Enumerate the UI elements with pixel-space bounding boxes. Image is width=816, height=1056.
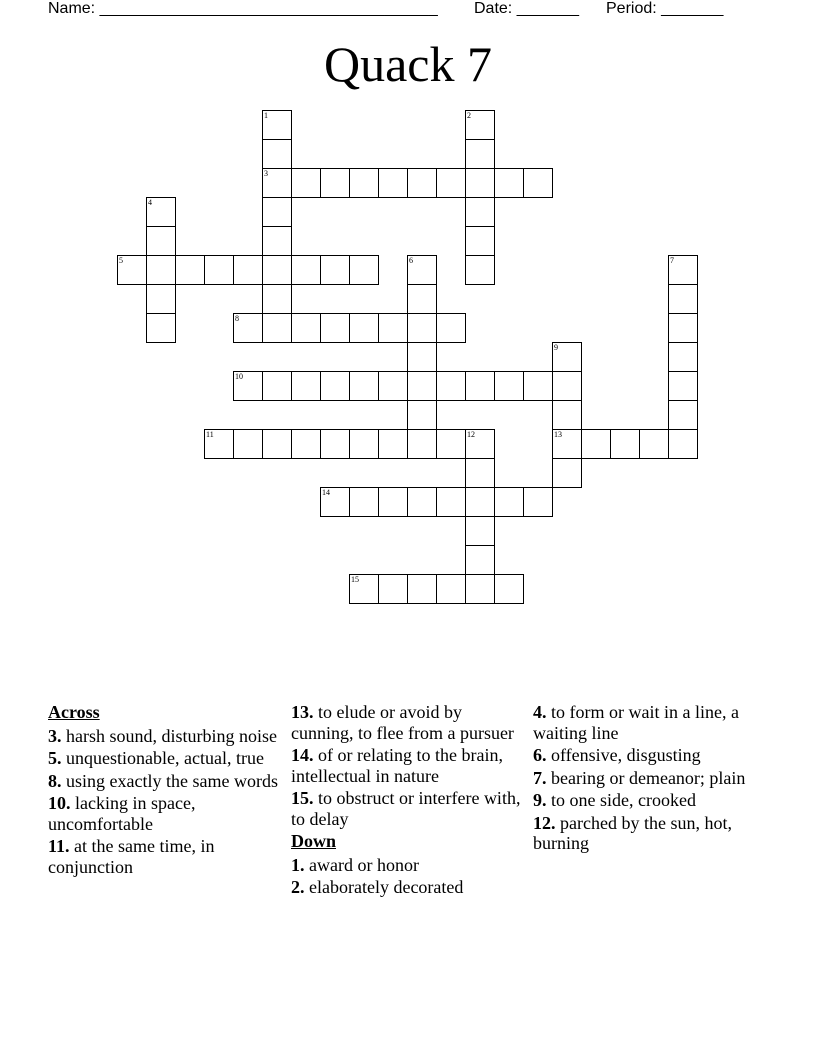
clue-number: 3 — [264, 169, 268, 178]
clues-column-2 — [291, 702, 526, 900]
clue-across-13: 13. to elude or avoid by cunning, to flee from a pursuer — [291, 702, 514, 743]
grid-cell[interactable] — [407, 429, 437, 459]
grid-cell[interactable] — [465, 371, 495, 401]
grid-cell[interactable] — [233, 371, 263, 401]
grid-cell[interactable] — [320, 371, 350, 401]
grid-cell[interactable] — [407, 168, 437, 198]
grid-cell[interactable] — [262, 371, 292, 401]
grid-cell[interactable] — [262, 197, 292, 227]
clue-across-8: 8. using exactly the same words — [48, 770, 278, 791]
grid-cell[interactable] — [523, 168, 553, 198]
grid-cell[interactable] — [146, 226, 176, 256]
grid-cell[interactable] — [407, 400, 437, 430]
grid-cell[interactable] — [668, 371, 698, 401]
grid-cell[interactable] — [378, 487, 408, 517]
grid-cell[interactable] — [320, 313, 350, 343]
grid-cell[interactable] — [407, 313, 437, 343]
grid-cell[interactable] — [204, 255, 234, 285]
clue-number: 6 — [409, 256, 413, 265]
grid-cell[interactable] — [639, 429, 669, 459]
grid-cell[interactable] — [436, 313, 466, 343]
grid-cell[interactable] — [349, 168, 379, 198]
clue-number: 4 — [148, 198, 152, 207]
clue-number: 13 — [554, 430, 562, 439]
clue-down-4: 4. to form or wait in a line, a waiting line — [533, 702, 739, 743]
grid-cell[interactable] — [378, 168, 408, 198]
grid-cell[interactable] — [494, 574, 524, 604]
grid-cell[interactable] — [262, 313, 292, 343]
clue-across-3: 3. harsh sound, disturbing noise — [48, 725, 277, 746]
grid-cell[interactable] — [262, 226, 292, 256]
grid-cell[interactable] — [378, 574, 408, 604]
clue-number: 12 — [467, 430, 475, 439]
grid-cell[interactable] — [668, 429, 698, 459]
grid-cell[interactable] — [262, 255, 292, 285]
grid-cell[interactable] — [465, 255, 495, 285]
grid-cell[interactable] — [668, 342, 698, 372]
grid-cell[interactable] — [465, 139, 495, 169]
grid-cell[interactable] — [668, 255, 698, 285]
grid-cell[interactable] — [465, 226, 495, 256]
grid-cell[interactable] — [349, 429, 379, 459]
grid-cell[interactable] — [378, 313, 408, 343]
clue-number: 5 — [119, 256, 123, 265]
grid-cell[interactable] — [465, 545, 495, 575]
grid-cell[interactable] — [378, 429, 408, 459]
clue-number: 15 — [351, 575, 359, 584]
grid-cell[interactable] — [262, 429, 292, 459]
grid-cell[interactable] — [233, 429, 263, 459]
grid-cell[interactable] — [378, 371, 408, 401]
grid-cell[interactable] — [349, 313, 379, 343]
grid-cell[interactable] — [233, 313, 263, 343]
puzzle-title: Quack 7 — [324, 36, 492, 92]
grid-cell[interactable] — [407, 255, 437, 285]
grid-cell[interactable] — [668, 313, 698, 343]
grid-cell[interactable] — [552, 400, 582, 430]
grid-cell[interactable] — [465, 168, 495, 198]
period-field[interactable]: Period: _______ — [606, 0, 724, 17]
clue-number: 2 — [467, 111, 471, 120]
grid-cell[interactable] — [436, 371, 466, 401]
grid-cell[interactable] — [552, 429, 582, 459]
down-heading: Down — [291, 831, 337, 851]
clue-number: 1 — [264, 111, 268, 120]
grid-cell[interactable] — [581, 429, 611, 459]
grid-cell[interactable] — [146, 197, 176, 227]
clue-number: 14 — [322, 488, 330, 497]
clue-down-12: 12. parched by the sun, hot, burning — [533, 812, 732, 853]
clue-across-14: 14. of or relating to the brain, intellectual in nature — [291, 745, 503, 786]
grid-cell[interactable] — [610, 429, 640, 459]
grid-cell[interactable] — [349, 255, 379, 285]
grid-cell[interactable] — [668, 284, 698, 314]
clue-down-6: 6. offensive, disgusting — [533, 745, 701, 765]
grid-cell[interactable] — [465, 516, 495, 546]
grid-cell[interactable] — [465, 110, 495, 140]
grid-cell[interactable] — [204, 429, 234, 459]
grid-cell[interactable] — [349, 487, 379, 517]
clue-number: 7 — [670, 256, 674, 265]
grid-cell[interactable] — [436, 574, 466, 604]
grid-cell[interactable] — [407, 574, 437, 604]
clues-column-1 — [48, 702, 278, 879]
clue-number: 8 — [235, 314, 239, 323]
clue-across-10: 10. lacking in space, uncomfortable — [48, 793, 196, 834]
grid-cell[interactable] — [436, 168, 466, 198]
grid-cell[interactable] — [523, 371, 553, 401]
grid-cell[interactable] — [291, 313, 321, 343]
grid-cell[interactable] — [552, 458, 582, 488]
grid-cell[interactable] — [465, 574, 495, 604]
grid-cell[interactable] — [552, 342, 582, 372]
grid-cell[interactable] — [523, 487, 553, 517]
grid-cell[interactable] — [552, 371, 582, 401]
grid-cell[interactable] — [117, 255, 147, 285]
grid-cell[interactable] — [146, 284, 176, 314]
clue-down-7: 7. bearing or demeanor; plain — [533, 767, 746, 788]
grid-cell[interactable] — [349, 371, 379, 401]
grid-cell[interactable] — [320, 255, 350, 285]
clue-across-5: 5. unquestionable, actual, true — [48, 748, 264, 768]
grid-cell[interactable] — [320, 168, 350, 198]
grid-cell[interactable] — [262, 110, 292, 140]
grid-cell[interactable] — [291, 255, 321, 285]
grid-cell[interactable] — [262, 168, 292, 198]
grid-cell[interactable] — [465, 487, 495, 517]
grid-cell[interactable] — [465, 429, 495, 459]
clue-number: 9 — [554, 343, 558, 352]
grid-cell[interactable] — [436, 429, 466, 459]
grid-cell[interactable] — [436, 487, 466, 517]
grid-cell[interactable] — [320, 487, 350, 517]
grid-cell[interactable] — [465, 197, 495, 227]
grid-cell[interactable] — [407, 371, 437, 401]
across-heading: Across — [48, 702, 100, 722]
date-field[interactable]: Date: _______ — [474, 0, 579, 17]
grid-cell[interactable] — [262, 284, 292, 314]
clue-across-15: 15. to obstruct or interfere with, to delay — [291, 788, 521, 829]
clue-down-2: 2. elaborately decorated — [291, 877, 464, 897]
grid-cell[interactable] — [262, 139, 292, 169]
clue-number: 11 — [206, 430, 214, 439]
grid-cell[interactable] — [349, 574, 379, 604]
grid-cell[interactable] — [291, 429, 321, 459]
grid-cell[interactable] — [494, 168, 524, 198]
grid-cell[interactable] — [320, 429, 350, 459]
grid-cell[interactable] — [407, 342, 437, 372]
grid-cell[interactable] — [146, 313, 176, 343]
grid-cell[interactable] — [668, 400, 698, 430]
grid-cell[interactable] — [407, 284, 437, 314]
grid-cell[interactable] — [465, 458, 495, 488]
grid-cell[interactable] — [494, 487, 524, 517]
grid-cell[interactable] — [291, 168, 321, 198]
clue-down-1: 1. award or honor — [291, 854, 419, 875]
clue-down-9: 9. to one side, crooked — [533, 790, 696, 810]
clues-column-3 — [533, 702, 763, 856]
clue-across-11: 11. at the same time, in conjunction — [48, 836, 215, 877]
grid-cell[interactable] — [175, 255, 205, 285]
clue-number: 10 — [235, 372, 243, 381]
grid-cell[interactable] — [146, 255, 176, 285]
name-field[interactable]: Name: ______________________________________ — [48, 0, 438, 17]
grid-cell[interactable] — [407, 487, 437, 517]
grid-cell[interactable] — [494, 371, 524, 401]
grid-cell[interactable] — [291, 371, 321, 401]
grid-cell[interactable] — [233, 255, 263, 285]
